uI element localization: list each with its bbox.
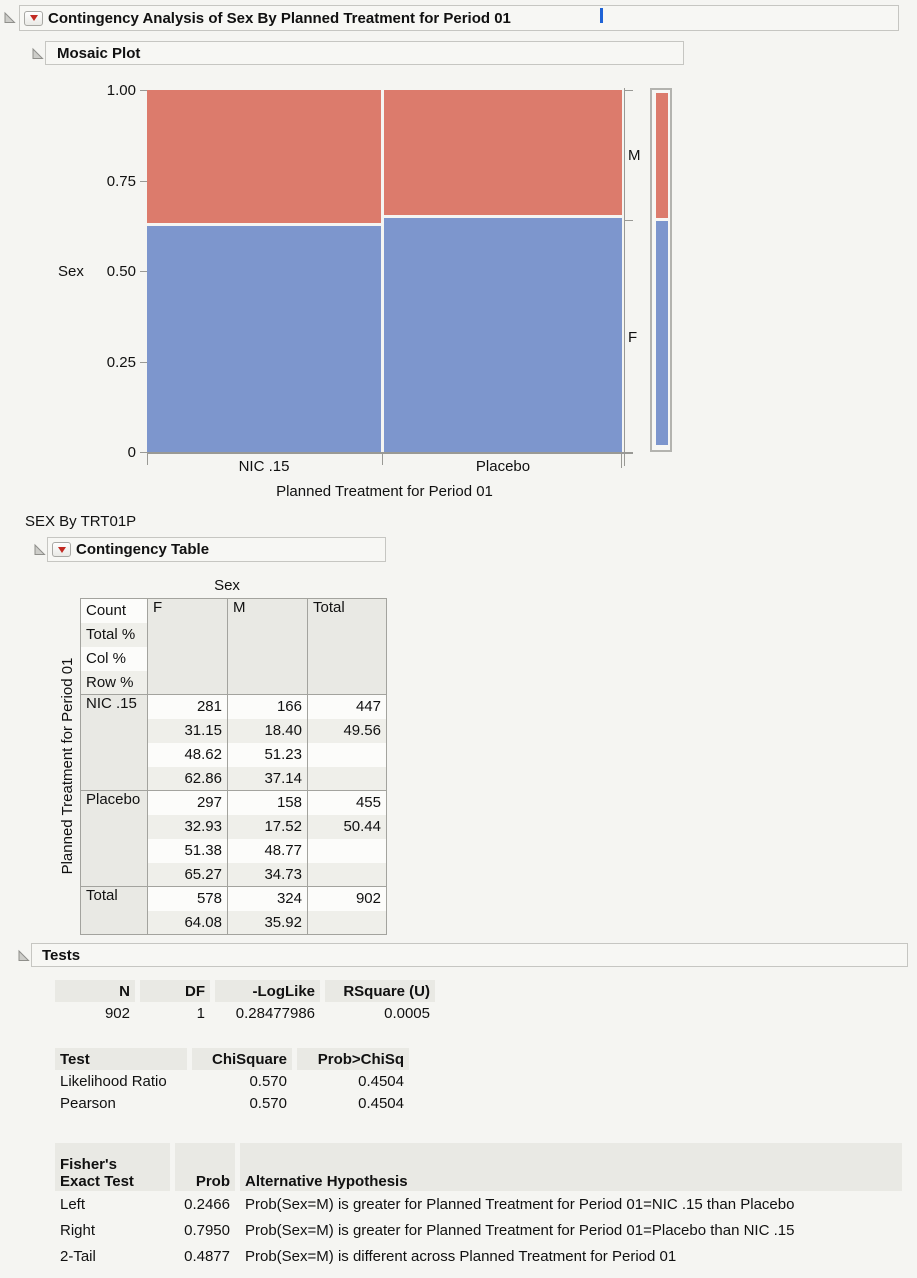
fisher-hypothesis-cell: Prob(Sex=M) is different across Planned Treatment for Period 01 [245, 1247, 677, 1265]
ct-data-row [81, 887, 387, 911]
mosaic-plot [147, 90, 622, 452]
prob-value-cell: 0.4504 [358, 1072, 404, 1090]
red-triangle-menu-button[interactable] [24, 11, 43, 26]
chisq-header-cell: Test [55, 1048, 187, 1070]
disclosure-triangle-icon[interactable] [17, 949, 30, 962]
mosaic-segment-M[interactable] [384, 90, 622, 215]
mosaic-segment-F[interactable] [147, 226, 381, 452]
fisher-prob-cell: 0.7950 [184, 1221, 230, 1239]
fisher-test-cell: Left [60, 1195, 86, 1213]
value-cell: 17.52 [228, 815, 308, 839]
table-row [55, 1048, 409, 1070]
value-cell: 455 [308, 791, 387, 815]
y-tick-label: 0 [127, 444, 136, 461]
value-cell: 447 [308, 695, 387, 719]
x-axis-line [147, 452, 633, 454]
ct-data-row [81, 791, 387, 815]
x-axis-title: Planned Treatment for Period 01 [276, 483, 493, 500]
fisher-prob-cell: 0.4877 [184, 1247, 230, 1265]
disclosure-triangle-icon[interactable] [31, 47, 44, 60]
table-row [55, 1002, 435, 1024]
chisq-header-cell: Prob>ChiSq [297, 1048, 409, 1070]
chisquare-value-cell: 0.570 [249, 1094, 287, 1112]
summary-value-cell: 902 [104, 1004, 130, 1022]
x-category-label: Placebo [475, 458, 531, 475]
stat-label-cell: Row % [81, 671, 148, 695]
y-tick-label: 0.75 [106, 173, 136, 190]
contingency-table-title: Contingency Table [76, 541, 210, 558]
fishers-exact-test-table [50, 1143, 907, 1269]
mosaic-total-bar [650, 88, 672, 452]
right-axis-tick [624, 220, 633, 221]
disclosure-triangle-icon[interactable] [33, 543, 46, 556]
prob-value-cell: 0.4504 [358, 1094, 404, 1112]
disclosure-triangle-icon[interactable] [3, 11, 16, 24]
fisher-prob-cell: 0.2466 [184, 1195, 230, 1213]
column-header-cell: M [228, 599, 308, 695]
value-cell: 37.14 [228, 767, 308, 791]
mosaic-plot-title-bar [45, 41, 684, 65]
tests-title-bar [31, 943, 908, 967]
column-header-cell: Total [308, 599, 387, 695]
y-axis-tick [140, 271, 147, 272]
y-tick-label: 1.00 [106, 82, 136, 99]
mosaic-segment-F[interactable] [384, 218, 622, 452]
chisquare-tests-table [50, 1048, 414, 1114]
table-row [55, 1143, 902, 1191]
test-name-cell: Pearson [60, 1094, 116, 1112]
report-title: Contingency Analysis of Sex By Planned Treatment for Period 01 [48, 9, 511, 27]
value-cell: 578 [148, 887, 228, 911]
red-triangle-icon [30, 15, 38, 21]
summary-value-cell: 0.28477986 [235, 1004, 315, 1022]
value-cell: 35.92 [228, 911, 308, 935]
fisher-test-cell: Right [60, 1221, 96, 1239]
fisher-test-cell: 2-Tail [60, 1247, 96, 1265]
value-cell [308, 767, 387, 791]
category-label-F: F [628, 329, 638, 346]
tests-title: Tests [42, 946, 81, 964]
value-cell [308, 743, 387, 767]
ct-data-row [81, 695, 387, 719]
fisher-header-cell: Fisher's Exact Test [55, 1143, 170, 1191]
stat-label-cell: Total % [81, 623, 148, 647]
ct-header-row [81, 599, 387, 623]
fisher-hypothesis-cell: Prob(Sex=M) is greater for Planned Treatment for Period 01=NIC .15 than Placebo [245, 1195, 795, 1213]
y-axis-tick [140, 181, 147, 182]
fisher-header-cell: Alternative Hypothesis [240, 1143, 902, 1191]
table-row [55, 980, 435, 1002]
fisher-hypothesis-cell: Prob(Sex=M) is greater for Planned Treatment for Period 01=Placebo than NIC .15 [245, 1221, 795, 1239]
table-row [55, 1092, 409, 1114]
summary-header-cell: RSquare (U) [325, 980, 435, 1002]
summary-value-cell: 1 [196, 1004, 205, 1022]
red-triangle-icon [58, 547, 66, 553]
chisq-header-cell: ChiSquare [192, 1048, 292, 1070]
value-cell: 902 [308, 887, 387, 911]
value-cell: 51.38 [148, 839, 228, 863]
right-axis-tick [624, 452, 633, 453]
right-axis-line [624, 88, 625, 466]
mosaic-column [384, 90, 622, 452]
value-cell: 48.77 [228, 839, 308, 863]
stat-label-cell: Col % [81, 647, 148, 671]
summary-header-cell: N [55, 980, 135, 1002]
x-axis-tick [382, 452, 383, 465]
value-cell: 32.93 [148, 815, 228, 839]
contingency-table-title-bar [47, 537, 386, 562]
column-group-label: Sex [214, 577, 240, 594]
text-cursor [600, 8, 603, 23]
report-title-bar [19, 5, 899, 31]
value-cell: 62.86 [148, 767, 228, 791]
value-cell: 64.08 [148, 911, 228, 935]
row-group-label: Planned Treatment for Period 01 [59, 657, 76, 875]
value-cell: 51.23 [228, 743, 308, 767]
table-row [55, 1070, 409, 1092]
test-name-cell: Likelihood Ratio [60, 1072, 167, 1090]
table-row [55, 1217, 902, 1243]
value-cell: 158 [228, 791, 308, 815]
summary-value-cell: 0.0005 [384, 1004, 430, 1022]
row-label-cell: NIC .15 [81, 695, 148, 791]
red-triangle-menu-button[interactable] [52, 542, 71, 557]
right-axis-tick [624, 90, 633, 91]
value-cell: 297 [148, 791, 228, 815]
value-cell: 34.73 [228, 863, 308, 887]
chisquare-value-cell: 0.570 [249, 1072, 287, 1090]
summary-header-cell: -LogLike [215, 980, 320, 1002]
analysis-caption: SEX By TRT01P [25, 513, 137, 530]
tests-summary-table [50, 980, 440, 1024]
value-cell: 324 [228, 887, 308, 911]
x-category-label: NIC .15 [238, 458, 290, 475]
row-label-cell: Placebo [81, 791, 148, 887]
value-cell: 50.44 [308, 815, 387, 839]
table-row [55, 1243, 902, 1269]
value-cell: 31.15 [148, 719, 228, 743]
stat-label-cell: Count [81, 599, 148, 623]
y-tick-label: 0.50 [106, 263, 136, 280]
mosaic-column [147, 90, 381, 452]
value-cell: 49.56 [308, 719, 387, 743]
fisher-header-cell: Prob [175, 1143, 235, 1191]
value-cell: 48.62 [148, 743, 228, 767]
y-axis-label: Sex [58, 263, 84, 280]
mosaic-segment-M[interactable] [147, 90, 381, 223]
y-axis-tick [140, 452, 147, 453]
total-bar-segment-M[interactable] [656, 93, 668, 218]
y-tick-label: 0.25 [106, 354, 136, 371]
y-axis-tick [140, 90, 147, 91]
value-cell [308, 911, 387, 935]
total-bar-segment-F[interactable] [656, 221, 668, 445]
category-label-M: M [628, 147, 641, 164]
summary-header-cell: DF [140, 980, 210, 1002]
table-row [55, 1191, 902, 1217]
value-cell [308, 863, 387, 887]
value-cell: 281 [148, 695, 228, 719]
column-header-cell: F [148, 599, 228, 695]
value-cell: 65.27 [148, 863, 228, 887]
mosaic-plot-title: Mosaic Plot [57, 44, 141, 62]
contingency-table [80, 598, 387, 935]
value-cell: 18.40 [228, 719, 308, 743]
row-label-cell: Total [81, 887, 148, 935]
value-cell: 166 [228, 695, 308, 719]
y-axis-tick [140, 362, 147, 363]
value-cell [308, 839, 387, 863]
